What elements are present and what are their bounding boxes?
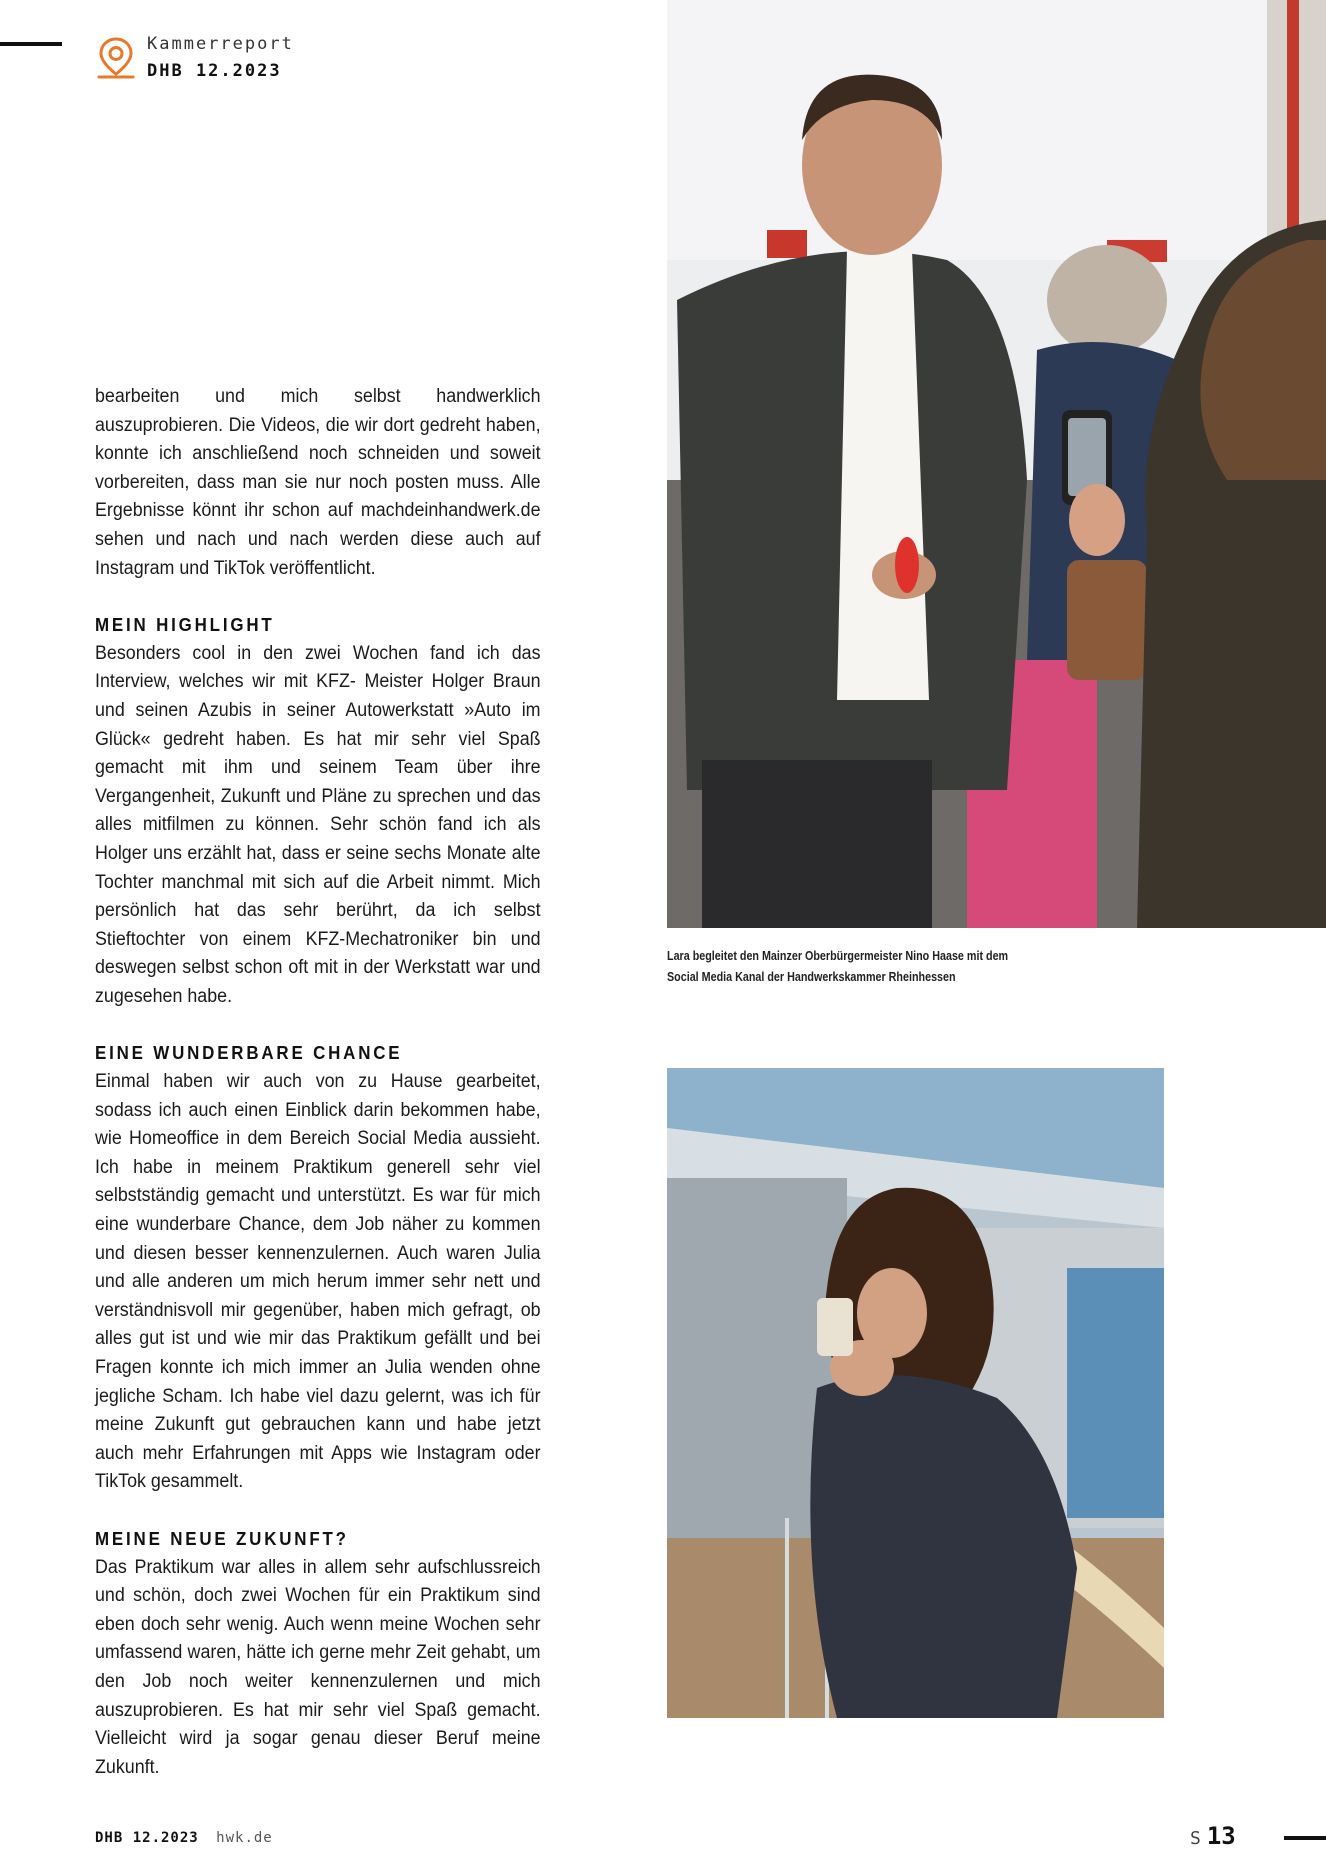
page-prefix: S [1190, 1828, 1201, 1849]
footer-issue: DHB 12.2023 [95, 1830, 199, 1846]
top-rule [0, 42, 62, 46]
location-pin-icon [95, 36, 137, 80]
section-body-future: Das Praktikum war alles in allem sehr aufschlussreich und schön, doch zwei Wochen für ein Praktikum sind eben doch sehr wenig. Auch wenn meine Wochen sehr umfassend waren, hätte ich gerne mehr Zeit gehabt, um den Job noch weiter kennenzulernen und mich auszuprobieren. Es hat mir sehr viel Spaß gemacht. Vielleicht wird ja sogar genau dieser Beruf meine Zukunft. [95, 1556, 541, 1778]
caption-line-1: Lara begleitet den Mainzer Oberbürgermeister Nino Haase mit dem [667, 949, 1009, 963]
bottom-rule [1284, 1836, 1326, 1840]
photo-caption [667, 946, 1028, 988]
section-heading-chance: EINE WUNDERBARE CHANCE [95, 1043, 403, 1064]
section-heading-future: MEINE NEUE ZUKUNFT? [95, 1528, 349, 1549]
page-number [1190, 1822, 1236, 1850]
section-heading-highlight: MEIN HIGHLIGHT [95, 615, 275, 636]
footer-left [95, 1830, 273, 1846]
section-body-chance: Einmal haben wir auch von zu Hause gearbeitet, sodass ich auch einen Einblick darin bekommen habe, wie Homeoffice in dem Bereich Social Media aussieht. Ich habe in meinem Praktikum generell sehr viel selbstständig gemacht und unterstützt. Es war für mich eine wunderbare Chance, dem Job näher zu kommen und diesen besser kennenzulernen. Auch waren Julia und alle anderen um mich herum immer sehr nett und verständnisvoll mir gegenüber, haben mich gefragt, ob alles gut ist und wie mir das Praktikum gefällt und bei Fragen konnte ich mich immer an Julia wenden ohne jegliche Scham. Ich habe viel dazu gelernt, was ich für meine Zukunft gut gebrauchen kann und habe jetzt auch mehr Erfahrungen mit Apps wie Instagram oder TikTok gesammelt. [95, 1071, 541, 1493]
article-intro: bearbeiten und mich selbst handwerklich auszuprobieren. Die Videos, die wir dort gedreht haben, konnte ich anschließend noch schneiden und soweit vorbereiten, dass man sie nur noch posten muss. Alle Ergebnisse könnt ihr schon auf machdeinhandwerk.de sehen und nach und nach werden diese auch auf Instagram und TikTok veröffentlicht. [95, 386, 541, 579]
section-label: Kammerreport [147, 34, 294, 54]
photo-mayor-with-intern [667, 0, 1326, 928]
issue-label: DHB 12.2023 [147, 61, 282, 81]
page-number-value: 13 [1206, 1822, 1236, 1850]
section-body-highlight: Besonders cool in den zwei Wochen fand ich das Interview, welches wir mit KFZ- Meister Holger Braun und seinen Azubis in seiner Autowerkstatt »Auto im Glück« gedreht haben. Es hat mir sehr viel Spaß gemacht mit ihm und seinem Team über ihre Vergangenheit, Zukunft und Pläne zu sprechen und das alles mitfilmen zu können. Sehr schön fand ich als Holger uns erzählt hat, dass er seine sechs Monate alte Tochter manchmal mit sich auf die Arbeit nimmt. Mich persönlich hat das sehr berührt, da ich selbst Stieftochter von einem KFZ-Mechatroniker bin und deswegen selbst schon oft mit in der Werkstatt war und zugesehen habe. [95, 642, 541, 1007]
photo-intern-with-phone [667, 1068, 1164, 1718]
article-body [95, 383, 541, 1810]
caption-line-2: Social Media Kanal der Handwerkskammer Rheinhessen [667, 970, 956, 984]
footer-site-link[interactable]: hwk.de [216, 1830, 273, 1846]
